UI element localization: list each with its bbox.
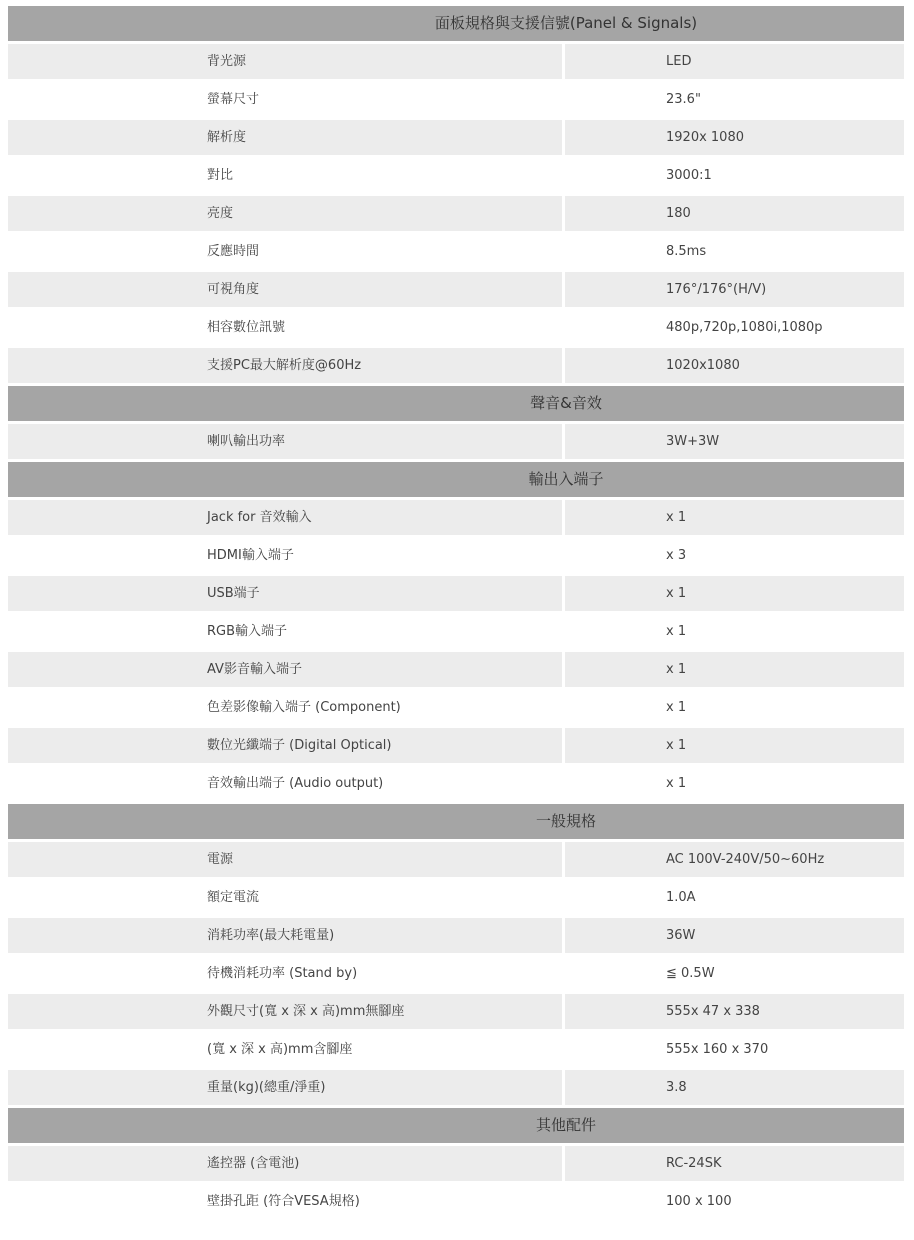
- spec-row: [8, 1146, 904, 1181]
- spec-value: 1.0A: [666, 890, 696, 905]
- spec-row: [8, 576, 904, 611]
- spec-label: (寬 x 深 x 高)mm含腳座: [207, 1042, 353, 1057]
- spec-row: [8, 82, 904, 117]
- spec-label: 重量(kg)(總重/淨重): [8, 1070, 562, 1105]
- spec-row: [8, 234, 904, 269]
- spec-label: 電源: [8, 842, 562, 877]
- spec-row: [8, 310, 904, 345]
- spec-value: x 1: [666, 700, 687, 715]
- spec-label: 音效輸出端子 (Audio output): [207, 776, 384, 791]
- spec-value: 1920x 1080: [565, 120, 904, 155]
- spec-row: [8, 158, 904, 193]
- spec-table: [8, 6, 904, 1222]
- spec-row: [8, 918, 904, 953]
- spec-row: [8, 44, 904, 79]
- spec-value: 1020x1080: [565, 348, 904, 383]
- spec-label: 壁掛孔距 (符合VESA規格): [207, 1194, 360, 1209]
- spec-row: [8, 728, 904, 763]
- spec-value: 180: [565, 196, 904, 231]
- spec-value: 3W+3W: [565, 424, 904, 459]
- section-header: 其他配件: [8, 1108, 904, 1143]
- spec-row: [8, 500, 904, 535]
- spec-value: 555x 47 x 338: [565, 994, 904, 1029]
- spec-label: 數位光纖端子 (Digital Optical): [8, 728, 562, 763]
- spec-value: 555x 160 x 370: [666, 1042, 769, 1057]
- spec-row: [8, 766, 904, 801]
- spec-value: x 1: [666, 624, 687, 639]
- section-header: 聲音&音效: [8, 386, 904, 421]
- spec-value: x 1: [565, 652, 904, 687]
- spec-row: [8, 880, 904, 915]
- spec-row: [8, 842, 904, 877]
- spec-label: 亮度: [8, 196, 562, 231]
- section-header: 面板規格與支援信號(Panel & Signals): [8, 6, 904, 41]
- spec-row: [8, 538, 904, 573]
- spec-value: x 1: [565, 500, 904, 535]
- spec-label: 螢幕尺寸: [207, 92, 260, 107]
- spec-label: 遙控器 (含電池): [8, 1146, 562, 1181]
- spec-value: LED: [565, 44, 904, 79]
- spec-label: Jack for 音效輸入: [8, 500, 562, 535]
- spec-label: 色差影像輸入端子 (Component): [207, 700, 401, 715]
- spec-value: 36W: [565, 918, 904, 953]
- spec-value: 480p,720p,1080i,1080p: [666, 320, 823, 335]
- spec-row: [8, 690, 904, 725]
- spec-value: x 1: [666, 776, 687, 791]
- spec-label: RGB輸入端子: [207, 624, 288, 639]
- spec-row: [8, 994, 904, 1029]
- spec-value: AC 100V-240V/50~60Hz: [565, 842, 904, 877]
- spec-value: 23.6": [666, 92, 701, 107]
- spec-row: [8, 956, 904, 991]
- spec-value: x 3: [666, 548, 687, 563]
- spec-label: 反應時間: [207, 244, 260, 259]
- spec-label: 對比: [207, 168, 234, 183]
- spec-label: 背光源: [8, 44, 562, 79]
- spec-label: 支援PC最大解析度@60Hz: [8, 348, 562, 383]
- spec-label: 額定電流: [207, 890, 260, 905]
- spec-label: HDMI輸入端子: [207, 548, 294, 563]
- spec-value: x 1: [565, 576, 904, 611]
- spec-label: 外觀尺寸(寬 x 深 x 高)mm無腳座: [8, 994, 562, 1029]
- spec-label: 消耗功率(最大耗電量): [8, 918, 562, 953]
- spec-label: USB端子: [8, 576, 562, 611]
- spec-row: [8, 1070, 904, 1105]
- spec-value: x 1: [565, 728, 904, 763]
- spec-value: ≦ 0.5W: [666, 966, 715, 981]
- spec-row: [8, 348, 904, 383]
- spec-row: [8, 272, 904, 307]
- spec-row: [8, 614, 904, 649]
- spec-label: 可視角度: [8, 272, 562, 307]
- spec-row: [8, 120, 904, 155]
- spec-value: 100 x 100: [666, 1194, 732, 1209]
- section-header: 一般規格: [8, 804, 904, 839]
- spec-value: 8.5ms: [666, 244, 707, 259]
- spec-value: 176°/176°(H/V): [565, 272, 904, 307]
- spec-value: 3000:1: [666, 168, 712, 183]
- spec-row: [8, 424, 904, 459]
- spec-row: [8, 196, 904, 231]
- spec-value: 3.8: [565, 1070, 904, 1105]
- spec-label: AV影音輸入端子: [8, 652, 562, 687]
- spec-label: 喇叭輸出功率: [8, 424, 562, 459]
- section-header: 輸出入端子: [8, 462, 904, 497]
- spec-value: RC-24SK: [565, 1146, 904, 1181]
- spec-label: 待機消耗功率 (Stand by): [207, 966, 358, 981]
- spec-label: 解析度: [8, 120, 562, 155]
- spec-row: [8, 652, 904, 687]
- spec-row: [8, 1032, 904, 1067]
- spec-row: [8, 1184, 904, 1219]
- spec-label: 相容數位訊號: [207, 320, 286, 335]
